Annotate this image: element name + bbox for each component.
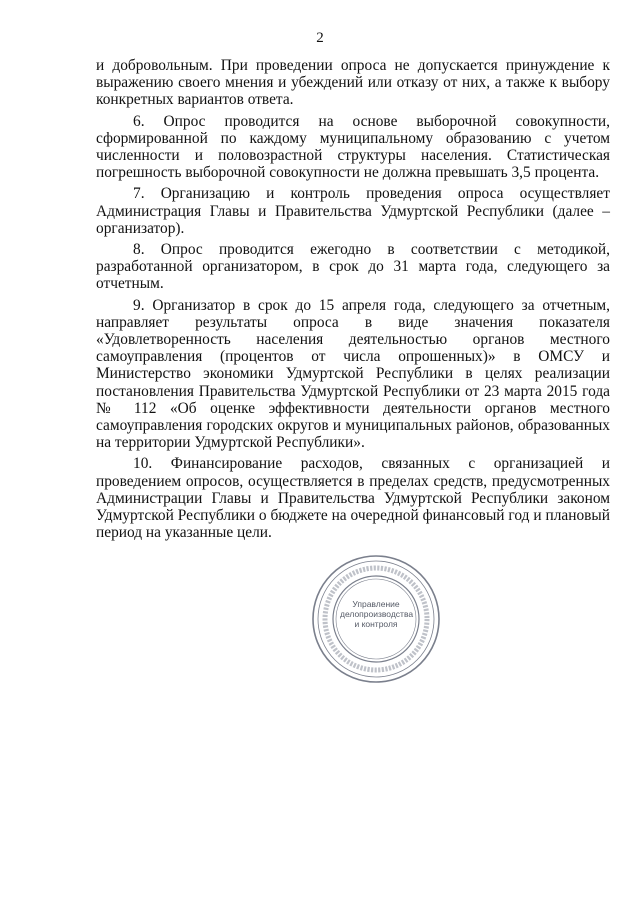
paragraph-10: 10. Финансирование расходов, связанных с организацией и проведением опросов, осуществляется в пределах средств, предусмотренных Администрации Главы и Правительства Удмуртской Республики законом Удмуртской Республики о бюджете на очередной финансовый год и плановый период на указанные цели. bbox=[96, 455, 610, 542]
paragraph-9: 9. Организатор в срок до 15 апреля года, следующего за отчетным, направляет результаты опроса в виде значения показателя «Удовлетворенность населения деятельностью органов местного самоуправления (процентов от числа опрошенных)» в ОМСУ и Министерство экономики Удмуртской Республики в целях реализации постановления Правительства Удмуртской Республики от 23 марта 2015 года № 112 «Об оценке эффективности деятельности органов местного самоуправления городских округов и муниципальных районов, образованных на территории Удмуртской Республики». bbox=[96, 296, 610, 452]
paragraph-8: 8. Опрос проводится ежегодно в соответствии с методикой, разработанной организатором, в срок до 31 марта года, следующего за отчетным. bbox=[96, 241, 610, 293]
paragraph-7: 7. Организацию и контроль проведения опроса осуществляет Администрация Главы и Правительства Удмуртской Республики (далее – организатор). bbox=[96, 185, 610, 237]
page-number: 2 bbox=[316, 30, 324, 46]
paragraph-continuation: и добровольным. При проведении опроса не допускается принуждение к выражению своего мнения и убеждений или отказу от них, а также к выбору конкретных вариантов ответа. bbox=[96, 57, 610, 109]
official-stamp bbox=[310, 553, 442, 685]
stamp-inner-text: Управление делопроизводства и контроля bbox=[340, 599, 414, 629]
document-body bbox=[96, 57, 610, 545]
paragraph-6: 6. Опрос проводится на основе выборочной совокупности, сформированной по каждому муниципальному образованию с учетом численности и половозрастной структуры населения. Статистическая погрешность выборочной совокупности не должна превышать 3,5 процента. bbox=[96, 112, 610, 182]
